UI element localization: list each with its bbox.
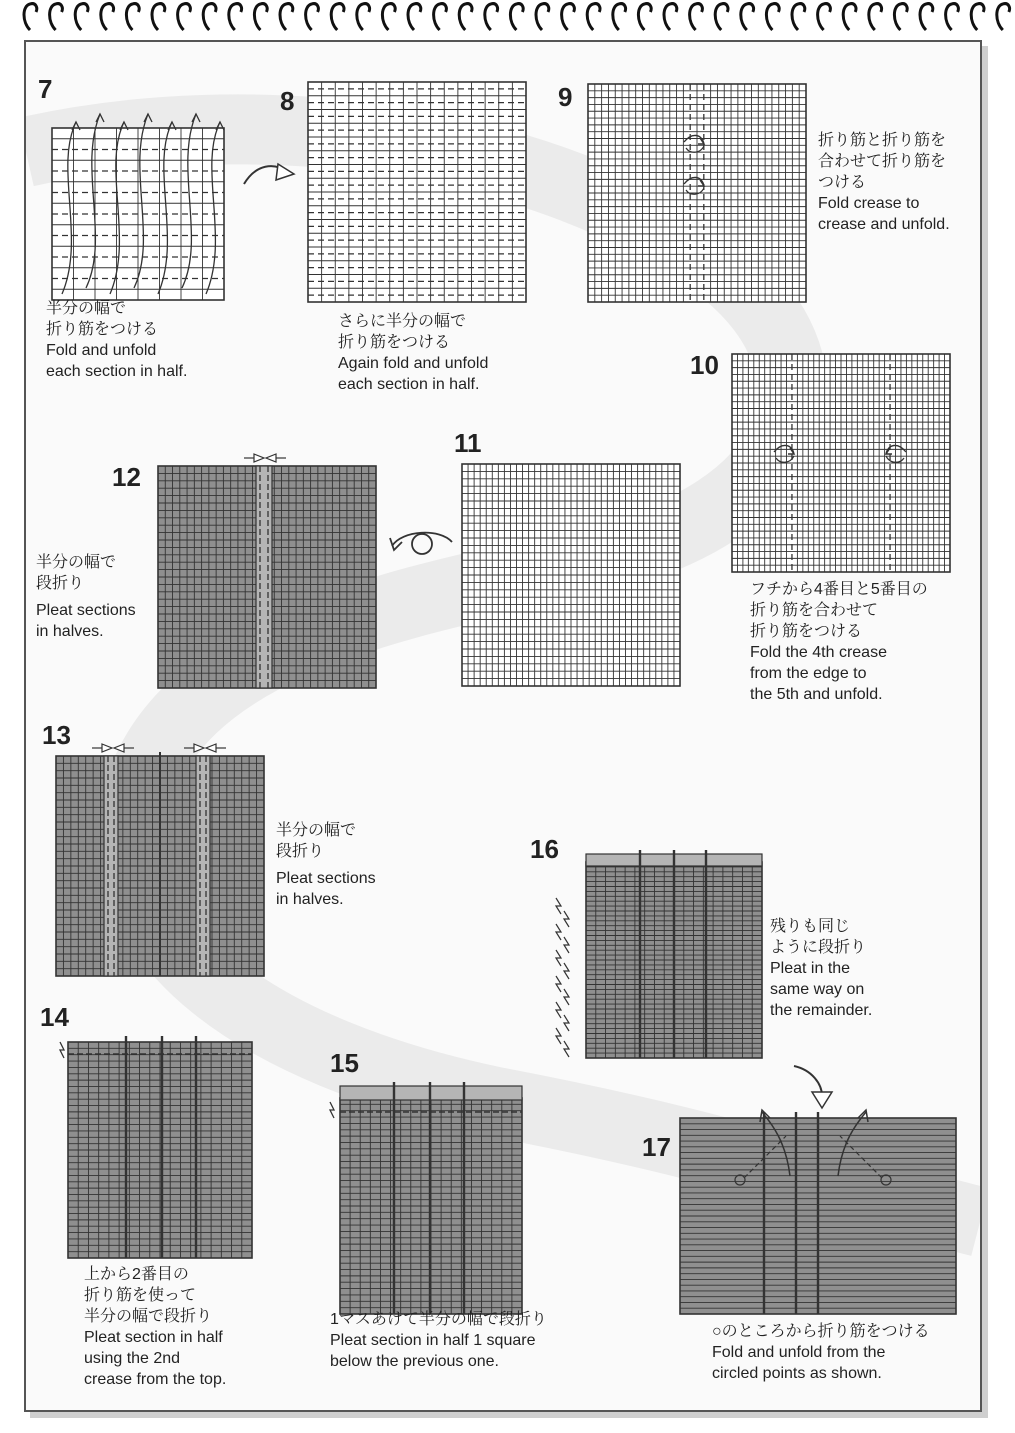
step-14-number: 14 (40, 1002, 69, 1032)
spiral-ring (254, 4, 267, 30)
spiral-ring (766, 4, 779, 30)
spiral-ring (638, 4, 651, 30)
spiral-ring (152, 4, 165, 30)
step-7-caption (46, 298, 187, 382)
step-14-grid (68, 1042, 252, 1258)
spiral-ring (408, 4, 421, 30)
step-10-ja-3: 折り筋をつける (750, 623, 863, 640)
step-15-ja-1: 1マスあけて半分の幅で段折り (330, 1311, 547, 1328)
step-10-ja-2: 折り筋を合わせて (750, 602, 879, 619)
step-17-en-2: circled points as shown. (712, 1365, 882, 1382)
step-10-en-3: the 5th and unfold. (750, 686, 883, 703)
step-15-caption (330, 1309, 547, 1372)
spiral-ring (229, 4, 242, 30)
step-8-en-2: each section in half. (338, 376, 480, 393)
step-9-en-2: crease and unfold. (818, 216, 950, 233)
step-16-en-2: same way on (770, 981, 865, 998)
step-8-diagram (308, 82, 526, 302)
step-14-en-1: Pleat section in half (84, 1329, 223, 1346)
spiral-ring (434, 4, 447, 30)
step-12-en-2: in halves. (36, 623, 104, 640)
spiral-ring (485, 4, 498, 30)
pleat-strip (256, 466, 272, 688)
spiral-ring (101, 4, 114, 30)
step-9-caption (818, 130, 950, 235)
step-15-en-2: below the previous one. (330, 1353, 499, 1370)
step-8-caption (338, 311, 488, 395)
step-10-en-1: Fold the 4th crease (750, 644, 887, 661)
spiral-ring (997, 4, 1010, 30)
spiral-ring (792, 4, 805, 30)
step-14-en-3: crease from the top. (84, 1371, 227, 1388)
step-15-en-1: Pleat section in half 1 square (330, 1332, 536, 1349)
step-12-number: 12 (112, 462, 141, 492)
step-14-ja-2: 折り筋を使って (84, 1287, 197, 1304)
step-10-diagram (732, 354, 950, 572)
step-9-ja-1: 折り筋と折り筋を (818, 132, 947, 149)
step-14-caption (84, 1264, 226, 1390)
step-14-diagram (54, 1032, 254, 1260)
step-15-number: 15 (330, 1048, 359, 1078)
step-17-ja-1: ○のところから折り筋をつける (712, 1323, 930, 1340)
turn-over-icon (388, 524, 458, 564)
pleat-arrow-icon (330, 1102, 334, 1118)
step-9-number: 9 (558, 82, 573, 112)
pleat-arrow-icon (184, 744, 226, 752)
step-17-caption (712, 1321, 930, 1384)
pleat-arrow-icon (244, 454, 286, 462)
step-16-diagram (542, 848, 764, 1060)
spiral-ring (869, 4, 882, 30)
spiral-ring (818, 4, 831, 30)
pleat-strip (104, 756, 118, 976)
step-16-ja-2: ように段折り (770, 939, 867, 956)
step-11-diagram (462, 464, 680, 686)
spiral-ring (459, 4, 472, 30)
spiral-ring (664, 4, 677, 30)
step-17-number: 17 (642, 1132, 671, 1162)
spiral-ring (75, 4, 88, 30)
spiral-ring (24, 4, 37, 30)
step-11-grid (462, 464, 680, 686)
step-8-ja-2: 折り筋をつける (338, 334, 451, 351)
step-7-diagram (48, 108, 228, 304)
step-16-ja-1: 残りも同じ (770, 918, 851, 935)
step-14-ja-1: 上から2番目の (84, 1266, 189, 1283)
step-7-en-2: each section in half. (46, 363, 188, 380)
step-14-ja-3: 半分の幅で段折り (84, 1308, 213, 1325)
step-7-number: 7 (38, 74, 53, 104)
spiral-ring (536, 4, 549, 30)
step-9-en-1: Fold crease to (818, 195, 920, 212)
step-13-ja-1: 半分の幅で (276, 822, 357, 839)
step-17-en-1: Fold and unfold from the (712, 1344, 886, 1361)
step-10-en-2: from the edge to (750, 665, 867, 682)
step-9-grid (588, 84, 806, 302)
spiral-ring (946, 4, 959, 30)
step-16-caption (770, 916, 872, 1021)
step-8-ja-1: さらに半分の幅で (338, 313, 467, 330)
pleat-arrows-icon (556, 898, 569, 1057)
instruction-page (24, 40, 982, 1412)
spiral-ring (971, 4, 984, 30)
step-8-grid (308, 82, 526, 302)
step-14-en-2: using the 2nd (84, 1350, 181, 1367)
spiral-ring (510, 4, 523, 30)
step-10-grid (732, 354, 950, 572)
spiral-ring (178, 4, 191, 30)
step-13-caption (276, 820, 376, 910)
step-11-number: 11 (454, 428, 482, 458)
step-8-en-1: Again fold and unfold (338, 355, 489, 372)
spiral-ring (126, 4, 139, 30)
step-12-caption (36, 552, 136, 642)
spiral-ring (715, 4, 728, 30)
spiral-ring (562, 4, 575, 30)
spiral-ring (50, 4, 63, 30)
step-12-diagram (158, 452, 380, 690)
next-step-arrow-icon (242, 156, 298, 192)
step-13-en-2: in halves. (276, 891, 344, 908)
spiral-ring (587, 4, 600, 30)
step-12-en-1: Pleat sections (36, 602, 136, 619)
step-15-diagram (322, 1078, 526, 1316)
step-16-en-1: Pleat in the (770, 960, 851, 977)
spiral-ring (357, 4, 370, 30)
step-9-ja-2: 合わせて折り筋を (818, 153, 947, 170)
step-16-number: 16 (530, 834, 559, 864)
spiral-ring (306, 4, 319, 30)
spiral-ring (613, 4, 626, 30)
step-17-diagram (678, 1102, 958, 1318)
spiral-ring (843, 4, 856, 30)
pleat-arrow-icon (92, 744, 134, 752)
step-7-en-1: Fold and unfold (46, 342, 157, 359)
spiral-binding (0, 0, 1015, 34)
step-10-number: 10 (690, 350, 719, 380)
step-9-ja-3: つける (818, 174, 867, 191)
pleat-arrow-icon (60, 1042, 64, 1058)
step-7-grid (52, 128, 224, 300)
step-12-ja-2: 段折り (36, 575, 85, 592)
spiral-ring (331, 4, 344, 30)
spiral-ring (741, 4, 754, 30)
step-13-en-1: Pleat sections (276, 870, 376, 887)
step-7-ja-1: 半分の幅で (46, 300, 127, 317)
step-13-number: 13 (42, 720, 71, 750)
spiral-ring (382, 4, 395, 30)
step-9-diagram (588, 84, 806, 302)
spiral-ring (894, 4, 907, 30)
step-16-en-3: the remainder. (770, 1002, 873, 1019)
pleat-strip (196, 756, 210, 976)
step-13-diagram (56, 742, 266, 976)
spiral-ring (280, 4, 293, 30)
step-13-ja-2: 段折り (276, 843, 325, 860)
spiral-ring (920, 4, 933, 30)
spiral-ring (690, 4, 703, 30)
step-7-ja-2: 折り筋をつける (46, 321, 159, 338)
step-12-ja-1: 半分の幅で (36, 554, 117, 571)
step-10-ja-1: フチから4番目と5番目の (750, 581, 928, 598)
step-10-caption (750, 579, 928, 705)
step-8-number: 8 (280, 86, 295, 116)
spiral-ring (203, 4, 216, 30)
